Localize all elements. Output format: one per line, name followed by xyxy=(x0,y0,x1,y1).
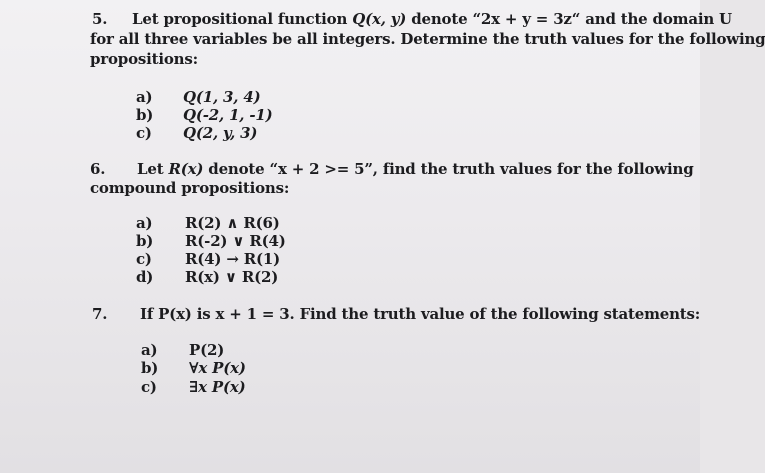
q6-item-c-text: R(4) → R(1) xyxy=(185,250,281,268)
q7-item-c-text: ∃x P(x) xyxy=(189,378,246,396)
q7-item-a-label: a) xyxy=(141,341,158,359)
q5-line1-mid: denote “ xyxy=(406,10,481,28)
q5-line1-post: “ and the domain U xyxy=(571,10,732,28)
q5-item-b-text: Q(-2, 1, -1) xyxy=(183,106,273,124)
q5-item-c-label: c) xyxy=(136,124,152,142)
q5-expression: 2x + y = 3z xyxy=(480,10,572,28)
q5-line1 xyxy=(132,10,732,28)
q5-item-c-text: Q(2, y, 3) xyxy=(183,124,258,142)
q6-line1-post: denote “x + 2 >= 5”, find the truth values for the following xyxy=(203,160,694,178)
q5-line3: propositions: xyxy=(90,50,198,68)
q6-line2: compound propositions: xyxy=(90,179,290,197)
q6-item-a-label: a) xyxy=(136,214,153,232)
q7-line1: If P(x) is x + 1 = 3. Find the truth value of the following statements: xyxy=(140,305,701,323)
q5-function: Q(x, y) xyxy=(352,10,407,28)
q5-line2: for all three variables be all integers. Determine the truth values for the following xyxy=(90,30,765,48)
q6-line1-pre: Let xyxy=(137,160,169,178)
q6-item-b-text: R(-2) ∨ R(4) xyxy=(185,232,286,250)
q6-item-b-label: b) xyxy=(136,232,154,250)
q7-number: 7. xyxy=(92,305,108,323)
q7-item-b-label: b) xyxy=(141,359,159,377)
q5-number: 5. xyxy=(92,10,108,28)
q6-item-d-label: d) xyxy=(136,268,154,286)
q6-item-c-label: c) xyxy=(136,250,152,268)
q5-line1-pre: Let propositional function xyxy=(132,10,353,28)
q5-item-a-label: a) xyxy=(136,88,153,106)
q5-item-a-text: Q(1, 3, 4) xyxy=(183,88,261,106)
q6-line1 xyxy=(137,160,694,178)
q5-item-b-label: b) xyxy=(136,106,154,124)
q6-number: 6. xyxy=(90,160,106,178)
q7-item-b-text: ∀x P(x) xyxy=(189,359,246,377)
q6-item-d-text: R(x) ∨ R(2) xyxy=(185,268,279,286)
q7-item-c-label: c) xyxy=(141,378,157,396)
q6-item-a-text: R(2) ∧ R(6) xyxy=(185,214,280,232)
q6-function: R(x) xyxy=(168,160,204,178)
q7-item-a-text: P(2) xyxy=(189,341,225,359)
